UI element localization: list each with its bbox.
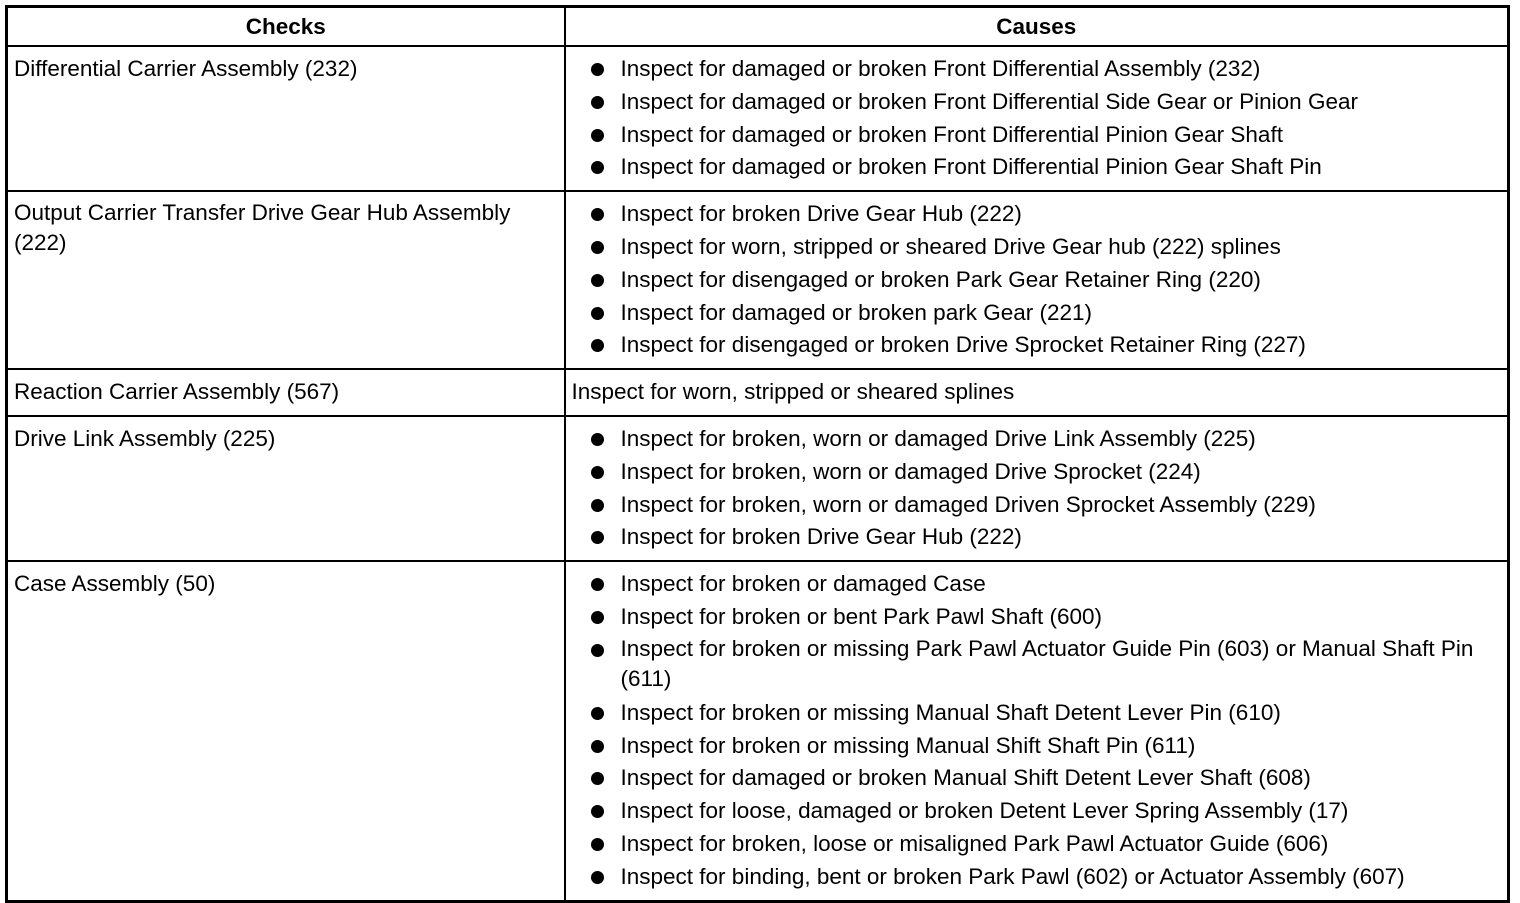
table-row <box>7 369 1509 416</box>
cause-item: Inspect for loose, damaged or broken Detent Lever Spring Assembly (17) <box>588 795 1502 828</box>
cause-item: Inspect for broken Drive Gear Hub (222) <box>588 198 1502 231</box>
table-row <box>7 561 1509 901</box>
cause-item: Inspect for damaged or broken Front Differential Pinion Gear Shaft Pin <box>588 151 1502 184</box>
cause-cell <box>565 46 1509 191</box>
check-cell: Case Assembly (50) <box>7 561 565 901</box>
check-cell: Reaction Carrier Assembly (567) <box>7 369 565 416</box>
cause-item: Inspect for broken or missing Manual Shift Shaft Pin (611) <box>588 730 1502 763</box>
check-cell: Output Carrier Transfer Drive Gear Hub Assembly (222) <box>7 191 565 369</box>
cause-cell <box>565 191 1509 369</box>
cause-item: Inspect for damaged or broken Manual Shift Detent Lever Shaft (608) <box>588 762 1502 795</box>
checks-causes-table <box>5 5 1510 903</box>
cause-item: Inspect for disengaged or broken Park Gear Retainer Ring (220) <box>588 264 1502 297</box>
check-cell: Differential Carrier Assembly (232) <box>7 46 565 191</box>
cause-item: Inspect for damaged or broken Front Differential Side Gear or Pinion Gear <box>588 86 1502 119</box>
cause-item: Inspect for damaged or broken Front Differential Assembly (232) <box>588 53 1502 86</box>
table-row <box>7 46 1509 191</box>
table-row <box>7 191 1509 369</box>
cause-list <box>588 568 1502 893</box>
cause-item: Inspect for broken or damaged Case <box>588 568 1502 601</box>
cause-item: Inspect for broken or bent Park Pawl Shaft (600) <box>588 601 1502 634</box>
cause-cell: Inspect for worn, stripped or sheared splines <box>565 369 1509 416</box>
cause-item: Inspect for binding, bent or broken Park Pawl (602) or Actuator Assembly (607) <box>588 861 1502 894</box>
table-row <box>7 416 1509 561</box>
cause-item: Inspect for broken, worn or damaged Drive Sprocket (224) <box>588 456 1502 489</box>
cause-item: Inspect for broken, worn or damaged Drive Link Assembly (225) <box>588 423 1502 456</box>
header-checks: Checks <box>7 7 565 47</box>
cause-item: Inspect for broken or missing Park Pawl Actuator Guide Pin (603) or Manual Shaft Pin (611) <box>588 634 1502 697</box>
cause-list <box>588 198 1502 362</box>
cause-item: Inspect for broken or missing Manual Shaft Detent Lever Pin (610) <box>588 697 1502 730</box>
cause-cell <box>565 561 1509 901</box>
cause-item: Inspect for broken Drive Gear Hub (222) <box>588 521 1502 554</box>
cause-item: Inspect for worn, stripped or sheared Drive Gear hub (222) splines <box>588 231 1502 264</box>
cause-item: Inspect for broken, worn or damaged Driven Sprocket Assembly (229) <box>588 489 1502 522</box>
cause-item: Inspect for damaged or broken park Gear (221) <box>588 297 1502 330</box>
cause-item: Inspect for damaged or broken Front Differential Pinion Gear Shaft <box>588 119 1502 152</box>
header-causes: Causes <box>565 7 1509 47</box>
checks-causes-table-container <box>5 5 1510 903</box>
cause-item: Inspect for disengaged or broken Drive Sprocket Retainer Ring (227) <box>588 329 1502 362</box>
cause-list <box>588 53 1502 184</box>
cause-list <box>588 423 1502 554</box>
cause-cell <box>565 416 1509 561</box>
check-cell: Drive Link Assembly (225) <box>7 416 565 561</box>
header-row <box>7 7 1509 47</box>
cause-item: Inspect for broken, loose or misaligned Park Pawl Actuator Guide (606) <box>588 828 1502 861</box>
